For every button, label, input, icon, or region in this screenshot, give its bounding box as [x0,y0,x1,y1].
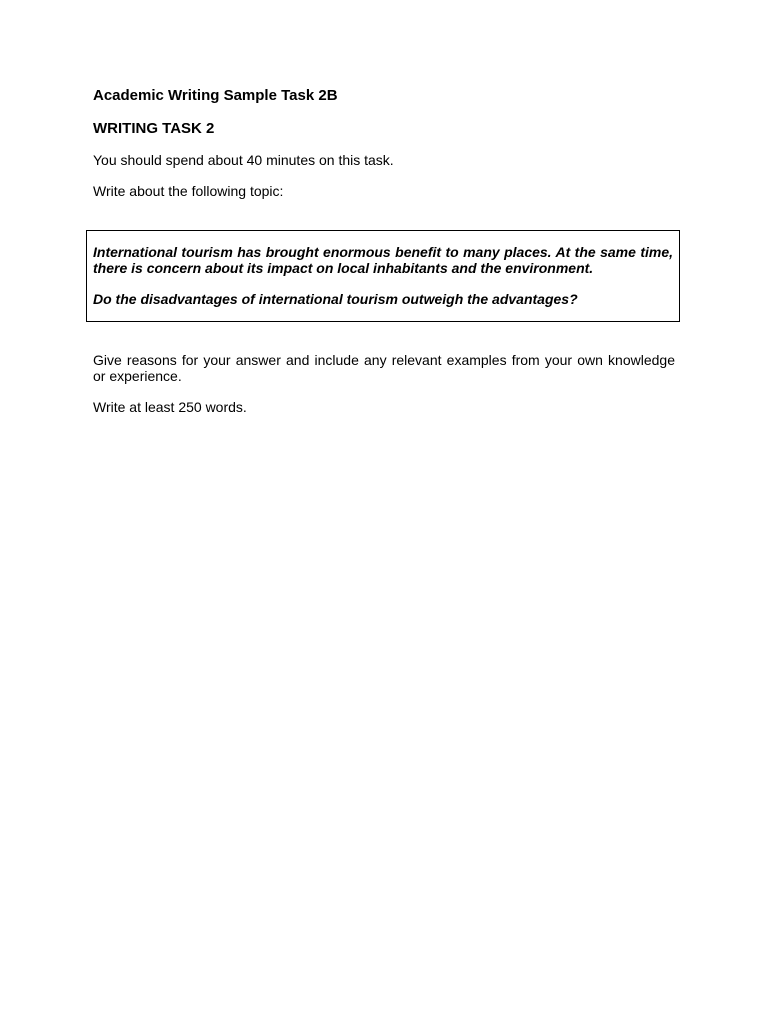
word-count-instruction: Write at least 250 words. [93,399,247,415]
task-prompt-box [86,230,680,322]
task-heading: WRITING TASK 2 [93,120,215,137]
time-instruction: You should spend about 40 minutes on this task. [93,152,394,168]
task-statement: International tourism has brought enormous benefit to many places. At the same time, there is concern about its impact on local inhabitants and the environment. [93,244,673,276]
page-title: Academic Writing Sample Task 2B [93,87,338,104]
reasons-instruction: Give reasons for your answer and include any relevant examples from your own knowledge or experience. [93,352,675,384]
topic-intro: Write about the following topic: [93,183,284,199]
task-question: Do the disadvantages of international tourism outweigh the advantages? [93,291,578,307]
